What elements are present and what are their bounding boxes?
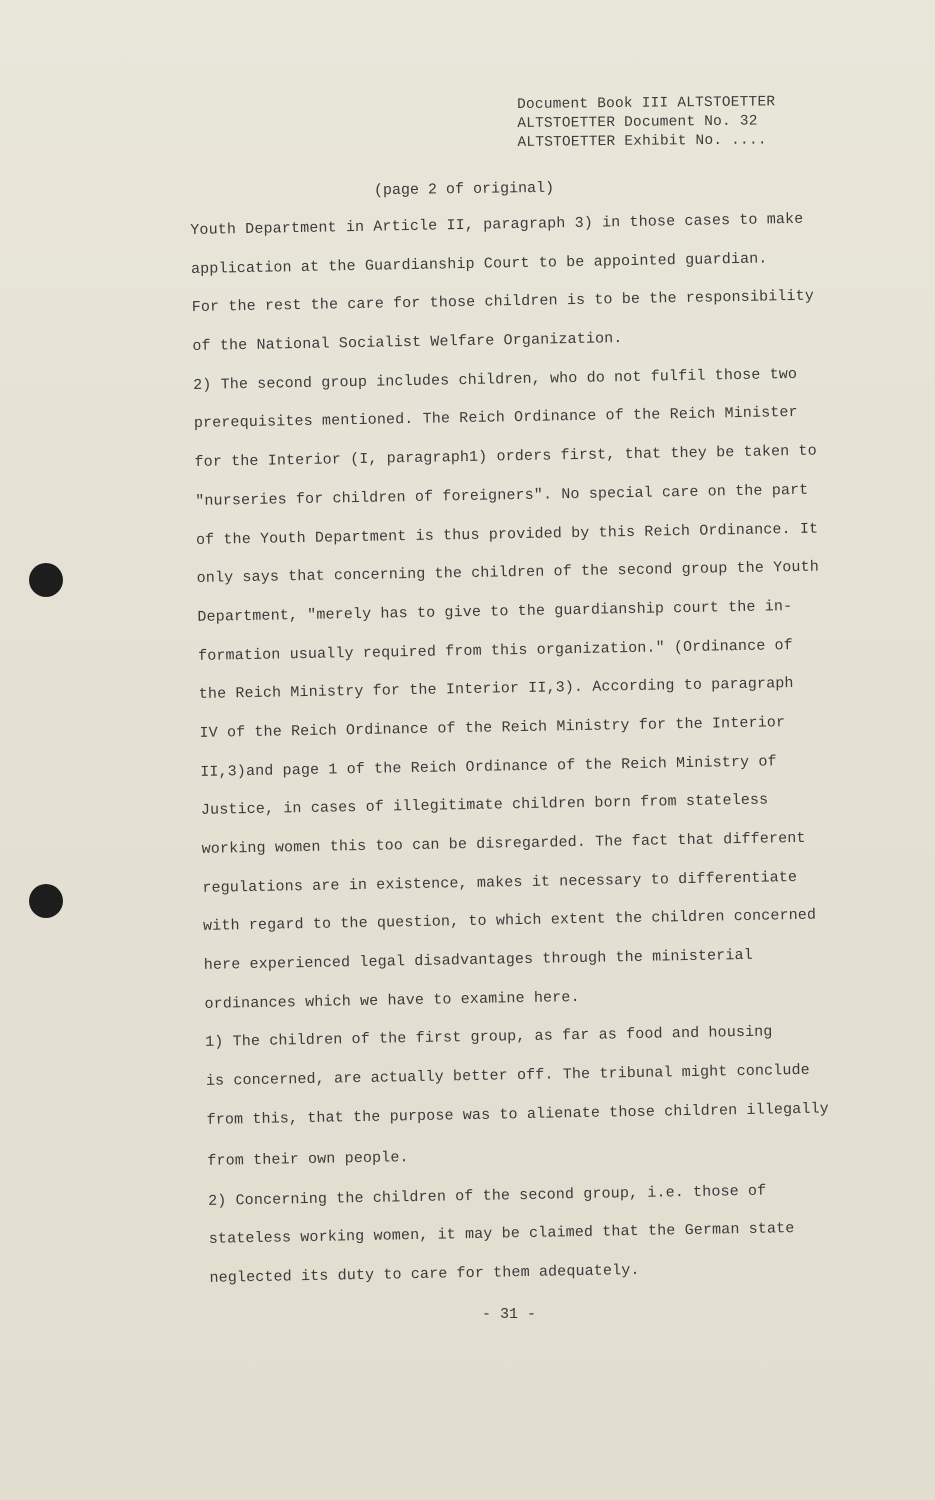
text-line: 1) The children of the first group, as far as food and housing bbox=[205, 1023, 773, 1052]
text-line: application at the Guardianship Court to be appointed guardian. bbox=[190, 250, 768, 278]
text-line: working women this too can be disregarded. The fact that different bbox=[201, 829, 806, 858]
text-line: is concerned, are actually better off. The tribunal might conclude bbox=[205, 1061, 810, 1090]
body-text bbox=[190, 199, 900, 1298]
text-line: For the rest the care for those children is to be the responsibility bbox=[191, 287, 815, 317]
punch-hole bbox=[29, 563, 63, 597]
text-line: of the National Socialist Welfare Organization. bbox=[192, 330, 623, 356]
header-line: ALTSTOETTER Exhibit No. .... bbox=[517, 132, 767, 151]
text-line: from their own people. bbox=[207, 1148, 409, 1170]
text-line: II,3)and page 1 of the Reich Ordinance of the Reich Ministry of bbox=[200, 752, 777, 781]
text-line: neglected its duty to care for them adequately. bbox=[209, 1261, 640, 1287]
text-line: stateless working women, it may be claimed that the German state bbox=[208, 1220, 795, 1249]
header-line: Document Book III ALTSTOETTER bbox=[517, 94, 776, 113]
header-line: ALTSTOETTER Document No. 32 bbox=[517, 113, 758, 132]
text-line: ordinances which we have to examine here. bbox=[204, 988, 580, 1013]
text-line: Youth Department in Article II, paragraph 3) in those cases to make bbox=[190, 210, 804, 239]
text-line: only says that concerning the children of the second group the Youth bbox=[196, 558, 820, 588]
text-line: here experienced legal disadvantages through the ministerial bbox=[203, 946, 753, 974]
text-line: 2) Concerning the children of the second group, i.e. those of bbox=[207, 1182, 767, 1210]
text-line: prerequisites mentioned. The Reich Ordinance of the Reich Minister bbox=[193, 404, 798, 433]
text-line: the Reich Ministry for the Interior II,3). According to paragraph bbox=[198, 675, 794, 704]
page-subtitle: (page 2 of original) bbox=[373, 179, 555, 200]
text-line: Department, "merely has to give to the guardianship court the in- bbox=[197, 597, 793, 626]
text-line: of the Youth Department is thus provided by this Reich Ordinance. It bbox=[195, 520, 819, 549]
text-line: "nurseries for children of foreigners". No special care on the part bbox=[195, 481, 809, 510]
text-line: with regard to the question, to which extent the children concerned bbox=[202, 907, 817, 936]
page-number: - 31 - bbox=[482, 1306, 537, 1323]
text-line: Justice, in cases of illegitimate children born from stateless bbox=[200, 791, 769, 820]
text-line: 2) The second group includes children, who do not fulfil those two bbox=[193, 365, 798, 394]
text-line: for the Interior (I, paragraph1) orders first, that they be taken to bbox=[194, 442, 817, 472]
text-line: from this, that the purpose was to alienate those children illegally bbox=[206, 1100, 830, 1129]
text-line: regulations are in existence, makes it necessary to differentiate bbox=[202, 868, 798, 897]
text-line: formation usually required from this organization." (Ordinance of bbox=[197, 636, 794, 665]
text-line: IV of the Reich Ordinance of the Reich Ministry for the Interior bbox=[199, 714, 786, 742]
document-header bbox=[517, 93, 776, 153]
punch-hole bbox=[29, 884, 63, 918]
